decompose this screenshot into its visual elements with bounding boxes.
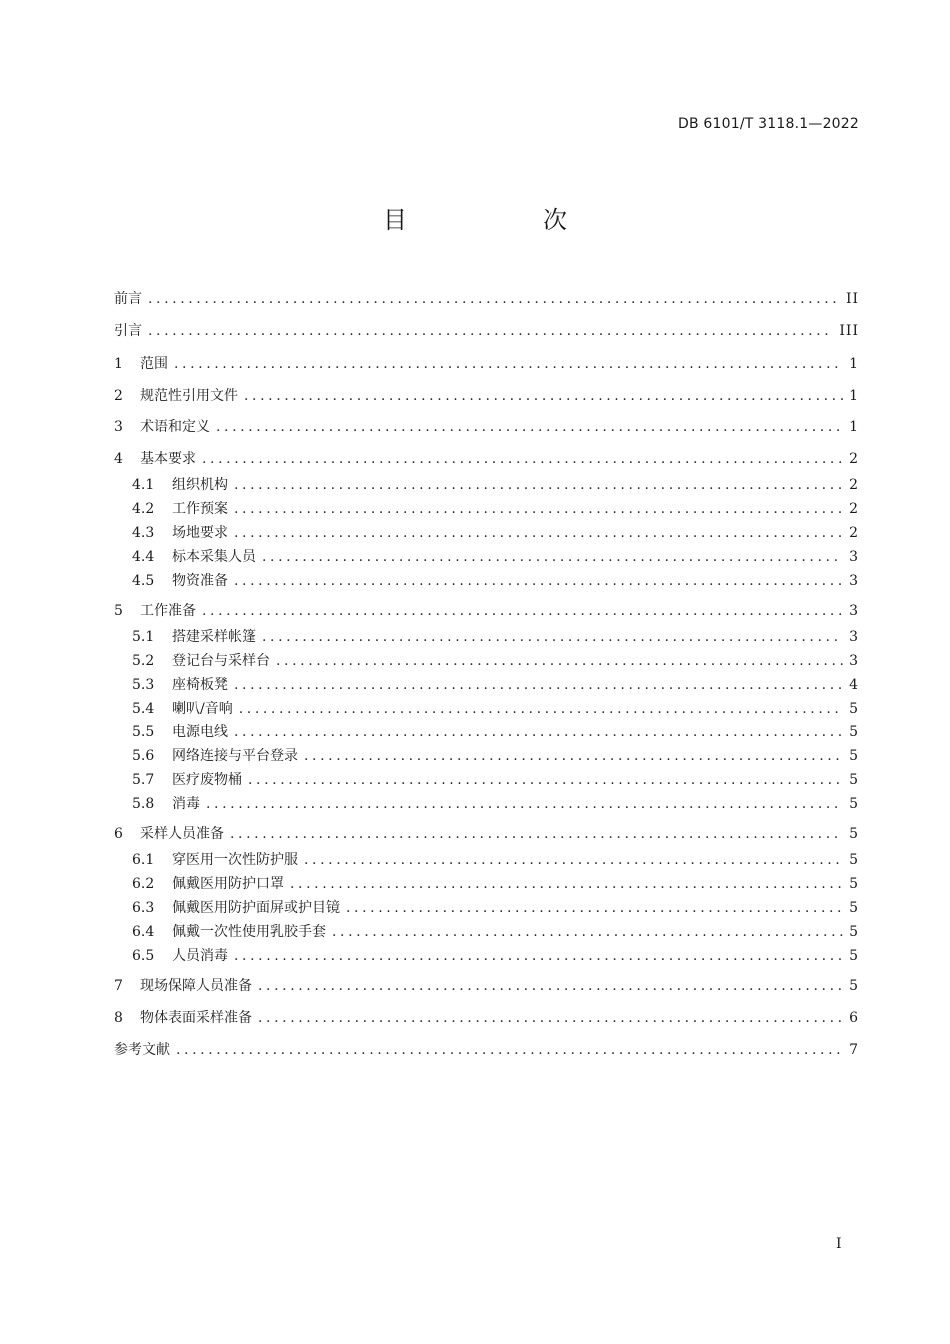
toc-entry[interactable] bbox=[114, 448, 859, 470]
toc-entry[interactable] bbox=[114, 320, 859, 342]
toc-entry-page: 2 bbox=[849, 477, 859, 493]
toc-entry-label: 物体表面采样准备 bbox=[140, 1010, 252, 1026]
toc-entry-label: 穿医用一次性防护服 bbox=[172, 852, 298, 868]
toc-dot-leader bbox=[258, 1007, 843, 1029]
document-code: DB 6101/T 3118.1—2022 bbox=[678, 116, 859, 132]
toc-entry-page: 5 bbox=[849, 900, 859, 916]
toc-entry[interactable] bbox=[114, 823, 859, 845]
toc-entry-label: 工作预案 bbox=[172, 501, 228, 517]
toc-entry-number: 1 bbox=[114, 356, 123, 372]
toc-subentry[interactable] bbox=[132, 945, 859, 967]
toc-subentry[interactable] bbox=[132, 721, 859, 743]
toc-dot-leader bbox=[239, 698, 843, 720]
toc-subentry[interactable] bbox=[132, 793, 859, 815]
toc-entry-page: 7 bbox=[849, 1042, 859, 1058]
toc-entry-page: 5 bbox=[849, 876, 859, 892]
toc-entry-label: 前言 bbox=[114, 291, 142, 307]
toc-entry-label: 物资准备 bbox=[172, 573, 228, 589]
toc-entry-page: 4 bbox=[849, 677, 859, 693]
toc-dot-leader bbox=[234, 498, 843, 520]
toc-dot-leader bbox=[262, 546, 843, 568]
toc-dot-leader bbox=[234, 721, 843, 743]
toc-entry-number: 4.1 bbox=[132, 477, 155, 493]
toc-entry-number: 5.6 bbox=[132, 748, 155, 764]
toc-entry[interactable] bbox=[114, 1039, 859, 1061]
toc-entry-page: 6 bbox=[849, 1010, 859, 1026]
toc-entry-page: 5 bbox=[849, 852, 859, 868]
toc-subentry[interactable] bbox=[132, 474, 859, 496]
toc-entry-page: 2 bbox=[849, 525, 859, 541]
toc-entry-number: 7 bbox=[114, 978, 123, 994]
toc-dot-leader bbox=[262, 626, 843, 648]
toc-entry-number: 6.4 bbox=[132, 924, 155, 940]
toc-entry-number: 6 bbox=[114, 826, 123, 842]
toc-entry-page: 1 bbox=[849, 356, 859, 372]
toc-entry-label: 规范性引用文件 bbox=[140, 388, 238, 404]
toc-dot-leader bbox=[230, 823, 843, 845]
toc-dot-leader bbox=[290, 873, 843, 895]
toc-entry-number: 5.3 bbox=[132, 677, 155, 693]
toc-entry-number: 4 bbox=[114, 451, 123, 467]
toc-entry-page: 3 bbox=[849, 629, 859, 645]
toc-entry-number: 6.1 bbox=[132, 852, 155, 868]
toc-entry-label: 场地要求 bbox=[172, 525, 228, 541]
page-number: I bbox=[836, 1236, 842, 1252]
toc-entry-label: 消毒 bbox=[172, 796, 200, 812]
toc-entry[interactable] bbox=[114, 353, 859, 375]
toc-dot-leader bbox=[244, 385, 843, 407]
toc-dot-leader bbox=[276, 650, 843, 672]
toc-dot-leader bbox=[234, 570, 843, 592]
toc-entry-page: 3 bbox=[849, 549, 859, 565]
toc-entry-label: 人员消毒 bbox=[172, 948, 228, 964]
toc-entry-label: 搭建采样帐篷 bbox=[172, 629, 256, 645]
toc-entry-number: 5.7 bbox=[132, 772, 155, 788]
toc-entry-page: 5 bbox=[849, 948, 859, 964]
toc-subentry[interactable] bbox=[132, 650, 859, 672]
toc-entry-label: 组织机构 bbox=[172, 477, 228, 493]
toc-dot-leader bbox=[234, 945, 843, 967]
toc-entry-page: 5 bbox=[849, 772, 859, 788]
toc-dot-leader bbox=[304, 849, 843, 871]
toc-entry-label: 佩戴一次性使用乳胶手套 bbox=[172, 924, 326, 940]
toc-entry-page: 5 bbox=[849, 924, 859, 940]
toc-entry-number: 6.2 bbox=[132, 876, 155, 892]
toc-entry-page: 2 bbox=[849, 451, 859, 467]
toc-entry-number: 4.5 bbox=[132, 573, 155, 589]
toc-subentry[interactable] bbox=[132, 674, 859, 696]
toc-entry-number: 6.5 bbox=[132, 948, 155, 964]
toc-entry[interactable] bbox=[114, 1007, 859, 1029]
toc-entry-label: 佩戴医用防护口罩 bbox=[172, 876, 284, 892]
toc-entry-number: 2 bbox=[114, 388, 123, 404]
toc-entry-page: 1 bbox=[849, 388, 859, 404]
toc-entry-page: 2 bbox=[849, 501, 859, 517]
toc-subentry[interactable] bbox=[132, 522, 859, 544]
toc-entry-page: II bbox=[845, 291, 859, 307]
toc-dot-leader bbox=[248, 769, 843, 791]
toc-entry-number: 5.4 bbox=[132, 701, 155, 717]
toc-entry-number: 5.1 bbox=[132, 629, 155, 645]
toc-subentry[interactable] bbox=[132, 546, 859, 568]
toc-entry-number: 5.2 bbox=[132, 653, 155, 669]
toc-subentry[interactable] bbox=[132, 849, 859, 871]
toc-entry-page: 5 bbox=[849, 724, 859, 740]
toc-entry-number: 4.3 bbox=[132, 525, 155, 541]
toc-dot-leader bbox=[234, 674, 843, 696]
toc-dot-leader bbox=[234, 474, 843, 496]
toc-entry-page: 5 bbox=[849, 796, 859, 812]
toc-entry[interactable] bbox=[114, 385, 859, 407]
toc-entry-number: 5.8 bbox=[132, 796, 155, 812]
toc-entry-page: 5 bbox=[849, 826, 859, 842]
toc-entry-number: 4.2 bbox=[132, 501, 155, 517]
toc-dot-leader bbox=[148, 288, 840, 310]
toc-entry-page: 5 bbox=[849, 701, 859, 717]
toc-entry-label: 参考文献 bbox=[114, 1042, 170, 1058]
toc-dot-leader bbox=[346, 897, 843, 919]
toc-subentry[interactable] bbox=[132, 897, 859, 919]
toc-dot-leader bbox=[332, 921, 843, 943]
toc-entry-label: 现场保障人员准备 bbox=[140, 978, 252, 994]
toc-entry-page: 3 bbox=[849, 573, 859, 589]
toc-entry-page: 3 bbox=[849, 653, 859, 669]
toc-entry-page: 5 bbox=[849, 748, 859, 764]
toc-dot-leader bbox=[148, 320, 833, 342]
toc-entry[interactable] bbox=[114, 975, 859, 997]
toc-entry-page: 1 bbox=[849, 419, 859, 435]
toc-dot-leader bbox=[176, 1039, 843, 1061]
toc-dot-leader bbox=[234, 522, 843, 544]
toc-dot-leader bbox=[202, 600, 843, 622]
toc-entry-number: 8 bbox=[114, 1010, 123, 1026]
toc-dot-leader bbox=[258, 975, 843, 997]
toc-entry-label: 术语和定义 bbox=[140, 419, 210, 435]
toc-entry[interactable] bbox=[114, 600, 859, 622]
toc-entry-label: 网络连接与平台登录 bbox=[172, 748, 298, 764]
toc-entry-label: 佩戴医用防护面屏或护目镜 bbox=[172, 900, 340, 916]
toc-entry-number: 3 bbox=[114, 419, 123, 435]
toc-dot-leader bbox=[202, 448, 843, 470]
toc-dot-leader bbox=[174, 353, 843, 375]
toc-entry-number: 5 bbox=[114, 603, 123, 619]
toc-subentry[interactable] bbox=[132, 873, 859, 895]
toc-entry-label: 引言 bbox=[114, 323, 142, 339]
toc-entry-label: 电源电线 bbox=[172, 724, 228, 740]
toc-subentry[interactable] bbox=[132, 570, 859, 592]
toc-subentry[interactable] bbox=[132, 498, 859, 520]
toc-entry-label: 座椅板凳 bbox=[172, 677, 228, 693]
toc-entry-label: 喇叭/音响 bbox=[172, 701, 233, 717]
toc-entry-label: 采样人员准备 bbox=[140, 826, 224, 842]
toc-dot-leader bbox=[206, 793, 843, 815]
toc-entry-number: 6.3 bbox=[132, 900, 155, 916]
toc-entry-label: 医疗废物桶 bbox=[172, 772, 242, 788]
toc-entry-label: 标本采集人员 bbox=[172, 549, 256, 565]
toc-subentry[interactable] bbox=[132, 921, 859, 943]
toc-dot-leader bbox=[304, 745, 843, 767]
toc-entry-label: 登记台与采样台 bbox=[172, 653, 270, 669]
toc-subentry[interactable] bbox=[132, 769, 859, 791]
toc-subentry[interactable] bbox=[132, 745, 859, 767]
toc-subentry[interactable] bbox=[132, 698, 859, 720]
toc-entry[interactable] bbox=[114, 416, 859, 438]
toc-subentry[interactable] bbox=[132, 626, 859, 648]
toc-entry-label: 基本要求 bbox=[140, 451, 196, 467]
toc-entry-number: 5.5 bbox=[132, 724, 155, 740]
toc-entry[interactable] bbox=[114, 288, 859, 310]
toc-entry-page: 3 bbox=[849, 603, 859, 619]
toc-entry-number: 4.4 bbox=[132, 549, 155, 565]
toc-entry-label: 范围 bbox=[140, 356, 168, 372]
toc-entry-label: 工作准备 bbox=[140, 603, 196, 619]
toc-dot-leader bbox=[216, 416, 843, 438]
toc-entry-page: 5 bbox=[849, 978, 859, 994]
toc-entry-page: III bbox=[839, 323, 859, 339]
page-title: 目 次 bbox=[383, 206, 623, 234]
